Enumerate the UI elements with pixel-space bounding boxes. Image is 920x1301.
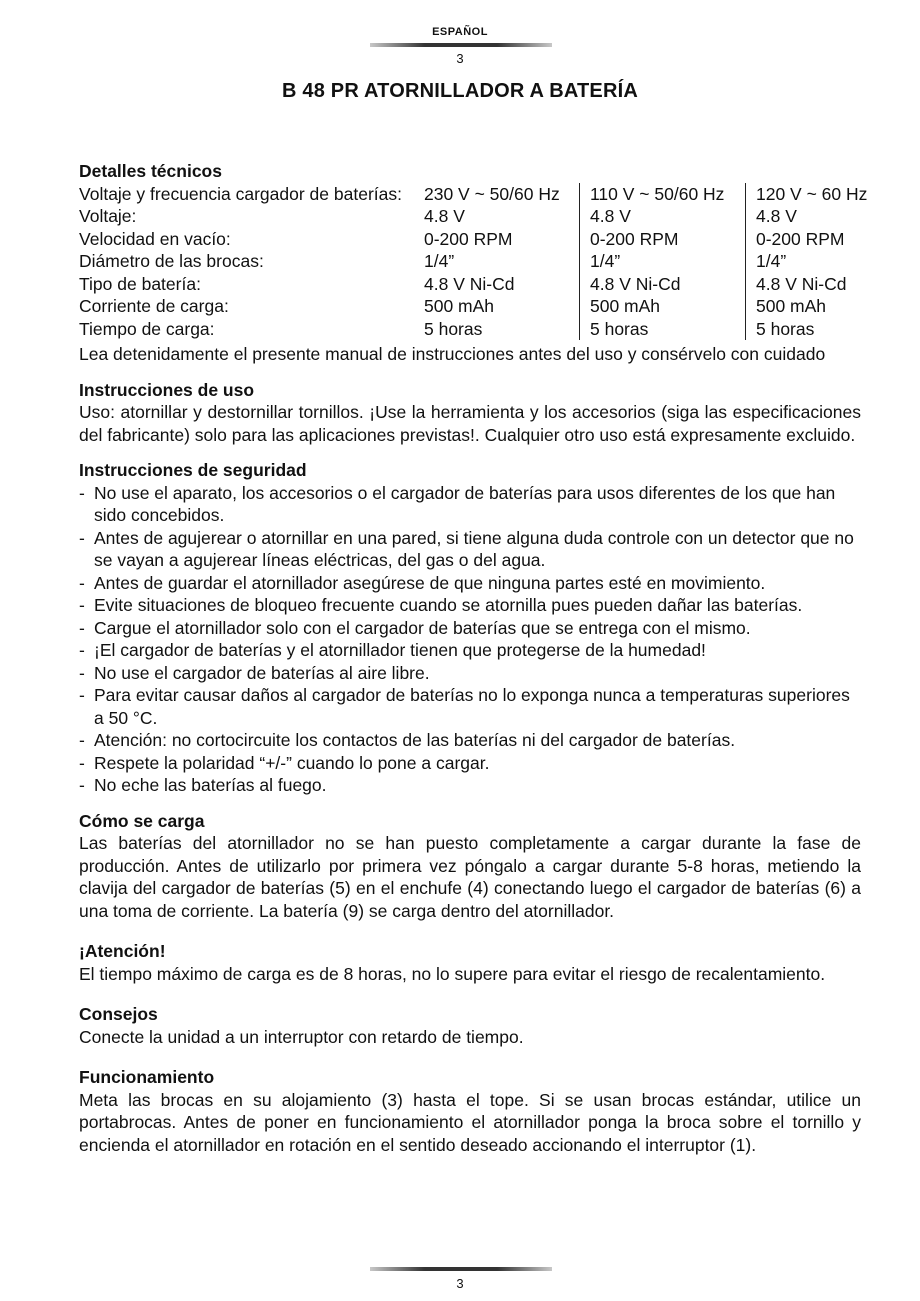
spec-value: 0-200 RPM: [580, 228, 746, 251]
spec-label: Tiempo de carga:: [79, 318, 215, 339]
charging-text: Las baterías del atornillador no se han puesto completamente a cargar durante la fase de producción. Antes de utilizarlo por primera vez póngalo a cargar durante 5-8 horas, metiendo la clavija del cargador de baterías (5) en el enchufe (4) conectando luego el cargador de baterías (6) a una toma de corriente. La batería (9) se carga dentro del atornillador.: [79, 833, 861, 921]
specs-table: [79, 183, 871, 341]
footer-page-number: 3: [456, 1276, 464, 1291]
spec-value: 5 horas: [746, 318, 872, 341]
safety-item: - Evite situaciones de bloqueo frecuente cuando se atornilla pues pueden dañar las baterías.: [79, 594, 861, 617]
attention-heading: ¡Atención!: [79, 941, 166, 961]
safety-item: - Para evitar causar daños al cargador de baterías no lo exponga nunca a temperaturas superiores a 50 °C.: [79, 684, 861, 729]
spec-value: 4.8 V: [424, 206, 465, 226]
spec-value: 4.8 V Ni-Cd: [424, 273, 515, 294]
specs-row: [79, 183, 871, 206]
use-section: [79, 379, 861, 447]
safety-heading: Instrucciones de seguridad: [79, 460, 307, 480]
spec-value: 4.8 V: [580, 205, 746, 228]
spec-value: 0-200 RPM: [746, 228, 872, 251]
specs-row: [79, 318, 871, 341]
attention-section: [79, 940, 861, 985]
specs-row: [79, 228, 871, 251]
attention-text: El tiempo máximo de carga es de 8 horas, no lo supere para evitar el riesgo de recalentamiento.: [79, 963, 826, 984]
spec-value: 1/4”: [746, 250, 872, 273]
spec-value: 4.8 V: [746, 205, 872, 228]
spec-value: 230 V ~ 50/60 Hz: [424, 183, 560, 204]
specs-row: [79, 250, 871, 273]
specs-note: Lea detenidamente el presente manual de instrucciones antes del uso y consérvelo con cuidado: [79, 344, 826, 364]
safety-section: [79, 459, 861, 797]
spec-value: 500 mAh: [424, 296, 495, 316]
spec-label: Diámetro de las brocas:: [79, 251, 264, 271]
spec-label: Voltaje y frecuencia cargador de baterías:: [79, 183, 402, 204]
safety-item: - Atención: no cortocircuite los contactos de las baterías ni del cargador de baterías.: [79, 729, 861, 752]
footer-divider: [370, 1267, 552, 1271]
operation-text: Meta las brocas en su alojamiento (3) hasta el tope. Si se usan brocas estándar, utilice un portabrocas. Antes de poner en funcionamiento el atornillador ponga la broca sobre el tornillo y encienda el atornillador en rotación en el sentido deseado accionando el interruptor (1).: [79, 1089, 861, 1155]
specs-heading: Detalles técnicos: [79, 161, 222, 181]
spec-value: 1/4”: [580, 250, 746, 273]
header-language: ESPAÑOL: [432, 26, 488, 38]
spec-value: 110 V ~ 50/60 Hz: [580, 183, 746, 206]
safety-list: [79, 482, 861, 797]
use-text: Uso: atornillar y destornillar tornillos. ¡Use la herramienta y los accesorios (siga las especificaciones del fabricante) solo para las aplicaciones previstas!. Cualquier otro uso está expresamente excluido.: [79, 402, 861, 445]
tips-section: [79, 1003, 861, 1048]
page-title: B 48 PR ATORNILLADOR A BATERÍA: [281, 80, 638, 102]
specs-row: [79, 273, 871, 296]
spec-value: 5 horas: [580, 318, 746, 341]
spec-value: 500 mAh: [746, 295, 872, 318]
spec-label: Tipo de batería:: [79, 273, 201, 294]
operation-heading: Funcionamiento: [79, 1067, 215, 1087]
safety-item: - No use el cargador de baterías al aire libre.: [79, 662, 861, 685]
safety-item: - Respete la polaridad “+/-” cuando lo pone a cargar.: [79, 752, 861, 775]
safety-item: - No use el aparato, los accesorios o el cargador de baterías para usos diferentes de los que han sido concebidos.: [79, 482, 861, 527]
spec-value: 0-200 RPM: [424, 228, 513, 249]
safety-item: - ¡El cargador de baterías y el atornillador tienen que protegerse de la humedad!: [79, 639, 861, 662]
charging-section: [79, 810, 861, 923]
spec-value: 4.8 V Ni-Cd: [746, 273, 872, 296]
charging-heading: Cómo se carga: [79, 810, 205, 831]
header-page-number: 3: [456, 51, 464, 66]
spec-value: 1/4”: [424, 251, 455, 271]
safety-item: - Antes de guardar el atornillador asegúrese de que ninguna partes esté en movimiento.: [79, 572, 861, 595]
tips-heading: Consejos: [79, 1004, 158, 1024]
spec-value: 4.8 V Ni-Cd: [580, 273, 746, 296]
spec-value: 120 V ~ 60 Hz: [746, 183, 872, 206]
use-heading: Instrucciones de uso: [79, 379, 255, 400]
header-divider: [370, 43, 552, 47]
safety-item: - Cargue el atornillador solo con el cargador de baterías que se entrega con el mismo.: [79, 617, 861, 640]
spec-value: 500 mAh: [580, 295, 746, 318]
operation-section: [79, 1066, 861, 1156]
document-body: [79, 160, 868, 1156]
specs-row: [79, 205, 871, 228]
spec-label: Voltaje:: [79, 206, 137, 226]
spec-label: Corriente de carga:: [79, 296, 229, 316]
spec-label: Velocidad en vacío:: [79, 228, 231, 249]
spec-value: 5 horas: [424, 318, 483, 339]
safety-item: - No eche las baterías al fuego.: [79, 774, 861, 797]
safety-item: - Antes de agujerear o atornillar en una pared, si tiene alguna duda controle con un detector que no se vayan a agujerear líneas eléctricas, del gas o del agua.: [79, 527, 861, 572]
tips-text: Conecte la unidad a un interruptor con retardo de tiempo.: [79, 1026, 524, 1047]
specs-row: [79, 295, 871, 318]
